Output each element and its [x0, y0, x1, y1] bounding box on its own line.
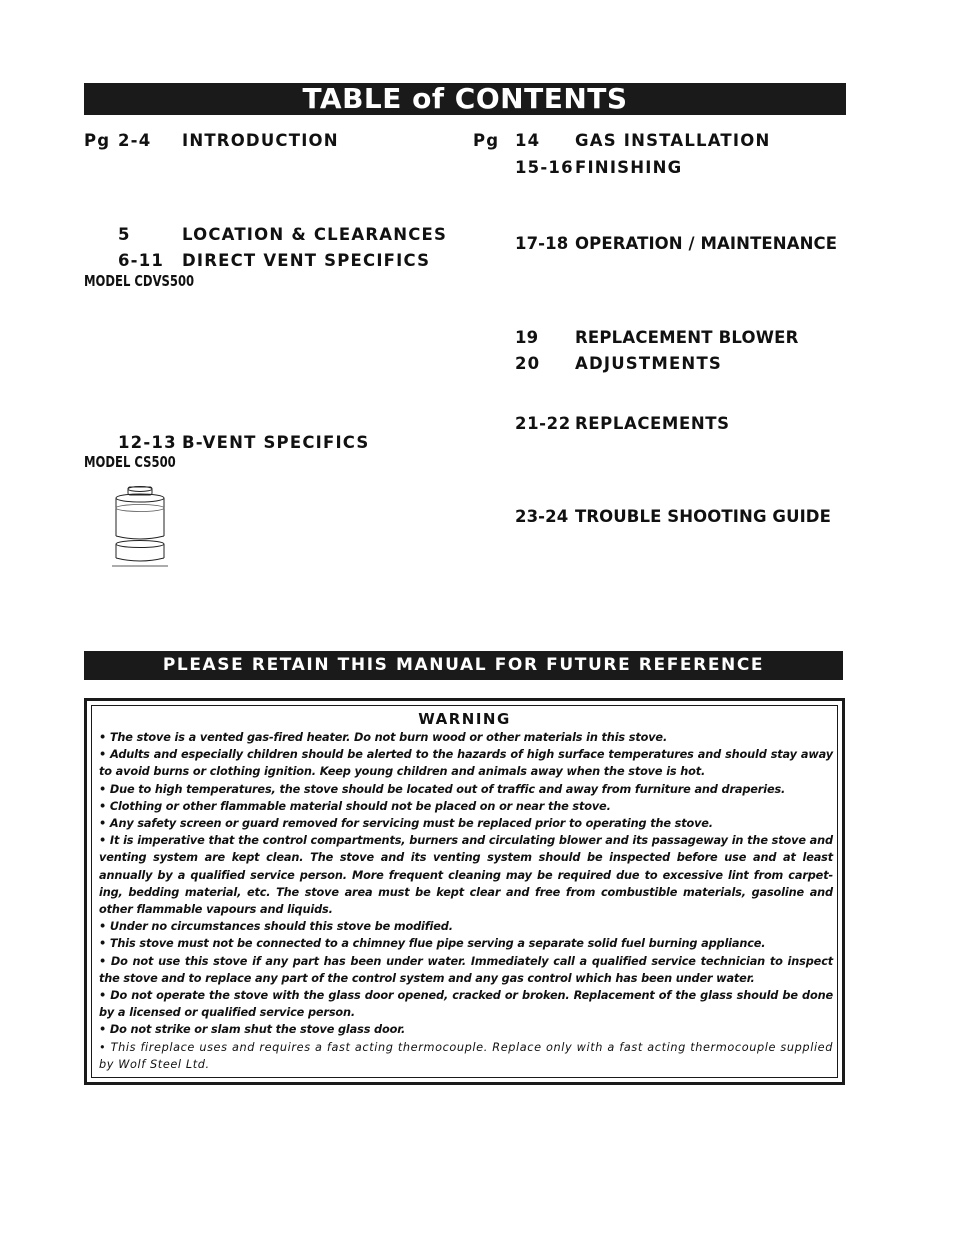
warning-box: [84, 698, 845, 1085]
warning-item: • This stove must not be connected to a chimney flue pipe serving a separate solid fuel burning appliance.: [99, 937, 766, 951]
toc-left-pg-label: Pg: [84, 131, 111, 150]
warning-box-inner: [91, 705, 838, 1078]
toc-right-pg-label: Pg: [473, 131, 500, 150]
warning-item: • Do not strike or slam shut the stove glass door.: [99, 1023, 406, 1037]
toc-entry-label: REPLACEMENT BLOWER: [575, 328, 799, 347]
warning-item: • Adults and especially children should be alerted to the hazards of high surface temperatures and should stay away to avoid burns or clothing ignition. Keep young children and animals away when the stove is hot.: [99, 748, 833, 779]
toc-entry-label: INTRODUCTION: [182, 131, 339, 150]
warning-item: • Under no circumstances should this stove be modified.: [99, 920, 453, 934]
warning-item: • Do not operate the stove with the glass door opened, cracked or broken. Replacement of the glass should be done by a licensed or qualified service person.: [99, 989, 833, 1020]
model-cdvs-label: MODEL CDVS500: [84, 272, 195, 290]
warning-item: • Clothing or other flammable material should not be placed on or near the stove.: [99, 799, 611, 813]
page-title: TABLE of CONTENTS: [84, 83, 846, 115]
warning-item: • Any safety screen or guard removed for servicing must be replaced prior to operating the stove.: [99, 817, 713, 831]
model-cs-label: MODEL CS500: [84, 453, 176, 471]
toc-entry-label: REPLACEMENTS: [575, 414, 730, 433]
toc-entry-label: TROUBLE SHOOTING GUIDE: [575, 507, 831, 526]
toc-entry-page: 17-18: [515, 234, 569, 253]
toc-entry-page: 6-11: [118, 251, 165, 270]
warning-item: • Do not use this stove if any part has been under water. Immediately call a qualified service technician to inspect the stove and to replace any part of the control system and any gas control which has been under water.: [99, 954, 833, 985]
retain-notice-banner: PLEASE RETAIN THIS MANUAL FOR FUTURE REFERENCE: [84, 651, 843, 680]
toc-entry-page: 14: [515, 131, 541, 150]
toc-entry-page: 5: [118, 225, 131, 244]
toc-entry-label: DIRECT VENT SPECIFICS: [182, 251, 431, 270]
toc-entry-label: LOCATION & CLEARANCES: [182, 225, 448, 244]
toc-entry-label: ADJUSTMENTS: [575, 354, 722, 373]
warning-item: • It is imperative that the control compartments, burners and circulating blower and its passageway in the stove and venting system are kept clean. The stove and its venting system should be inspected before use and at least annually by a qualified service person. More frequent cleaning may be required due to excessive lint from carpet-ing, bedding material, etc. The stove area must be kept clear and free from combustible materials, gasoline and other flammable vapours and liquids.: [99, 834, 833, 917]
warning-title: WARNING: [418, 710, 511, 728]
toc-entry-label: GAS INSTALLATION: [575, 131, 771, 150]
warning-item: • This fireplace uses and requires a fast acting thermocouple. Replace only with a fast acting thermocouple supplied by Wolf Steel Ltd.: [99, 1040, 833, 1071]
toc-entry-label: B-VENT SPECIFICS: [182, 433, 370, 452]
toc-entry-page: 12-13: [118, 433, 177, 452]
toc-entry-page: 21-22: [515, 414, 571, 433]
toc-entry-label: OPERATION / MAINTENANCE: [575, 234, 838, 253]
toc-entry-page: 23-24: [515, 507, 569, 526]
toc-entry-page: 19: [515, 328, 539, 347]
toc-entry-label: FINISHING: [575, 158, 683, 177]
warning-list: [99, 729, 833, 1073]
toc-entry-page: 2-4: [118, 131, 152, 150]
warning-item: • The stove is a vented gas-fired heater. Do not burn wood or other materials in this stove.: [99, 731, 668, 744]
toc-entry-page: 15-16: [515, 158, 574, 177]
stove-illustration: [110, 486, 170, 568]
warning-item: • Due to high temperatures, the stove should be located out of traffic and away from furniture and draperies.: [99, 782, 786, 796]
toc-entry-page: 20: [515, 354, 541, 373]
